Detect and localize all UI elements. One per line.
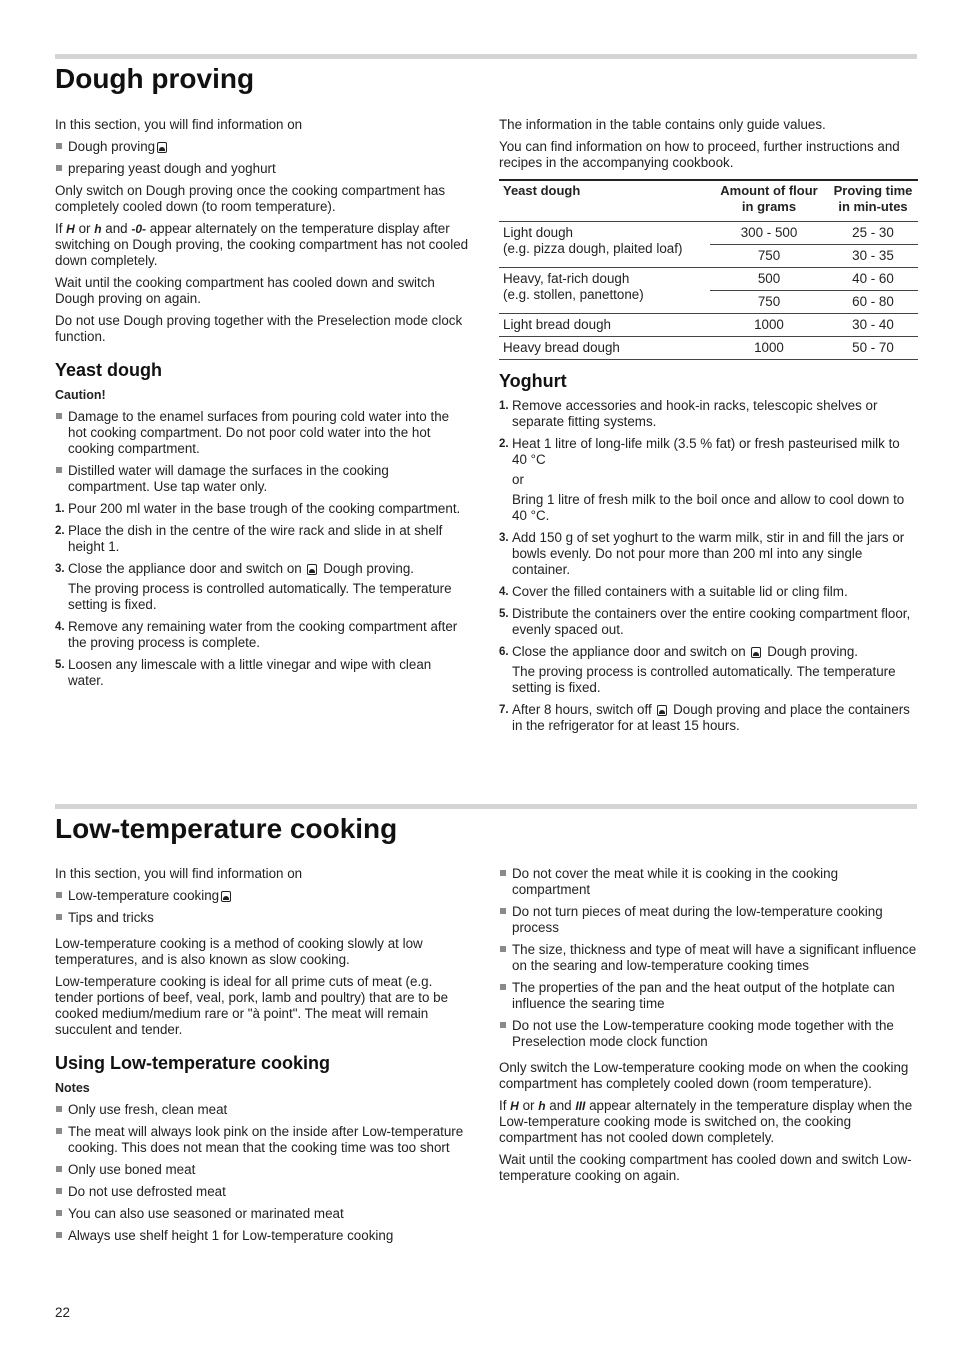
table-row: 750 60 - 80	[499, 291, 918, 314]
display-symbol: h	[538, 1099, 546, 1113]
bullet-icon	[56, 1188, 62, 1194]
bullet-icon	[500, 1022, 506, 1028]
yeast-steps	[55, 501, 469, 689]
subsection-heading: Yoghurt	[499, 371, 567, 391]
topic-list	[55, 888, 469, 926]
page-number: 22	[55, 1305, 70, 1320]
dough-proving-icon	[157, 142, 167, 153]
list-item: The properties of the pan and the heat output of the hotplate can influence the searing time	[499, 980, 918, 1012]
list-item: You can also use seasoned or marinated meat	[55, 1206, 469, 1222]
display-symbol: H	[510, 1099, 519, 1113]
list-item: The size, thickness and type of meat will have a significant influence on the searing and low-temperature cooking times	[499, 942, 918, 974]
yoghurt-steps	[499, 398, 918, 734]
step-item: 7. After 8 hours, switch off Dough proving and place the containers in the refrigerator for at least 15 hours.	[499, 702, 910, 733]
step-item: 4. Remove any remaining water from the cooking compartment after the proving process is complete.	[55, 619, 458, 650]
subsection-heading: Yeast dough	[55, 360, 163, 380]
paragraph: Do not use Dough proving together with the Preselection mode clock function.	[55, 313, 463, 344]
bullet-icon	[56, 892, 62, 898]
list-item: Tips and tricks	[55, 910, 469, 926]
left-column	[55, 866, 469, 1250]
section-title: Dough proving	[55, 63, 255, 94]
paragraph: Wait until the cooking compartment has cooled down and switch Dough proving on again.	[55, 275, 435, 306]
intro-text: In this section, you will find information on	[55, 866, 303, 881]
list-item: preparing yeast dough and yoghurt	[55, 161, 469, 177]
left-column	[55, 117, 469, 695]
bullet-icon	[56, 165, 62, 171]
section-divider	[55, 54, 917, 59]
display-symbol: h	[94, 222, 102, 236]
list-item: Distilled water will damage the surfaces in the cooking compartment. Use tap water only.	[55, 463, 469, 495]
list-item: Only use fresh, clean meat	[55, 1102, 469, 1118]
step-item: 1. Pour 200 ml water in the base trough of the cooking compartment.	[55, 501, 461, 516]
paragraph: You can find information on how to proceed, further instructions and recipes in the accompanying cookbook.	[499, 139, 900, 170]
bullet-icon	[500, 870, 506, 876]
display-symbol: III	[575, 1099, 586, 1113]
step-item: 3. Close the appliance door and switch on Dough proving. The proving process is controlled automatically. The temperature setting is fixed.	[55, 561, 452, 612]
paragraph: Low-temperature cooking is a method of cooking slowly at low temperatures, and is also known as slow cooking.	[55, 936, 423, 967]
display-symbol: -0-	[131, 222, 147, 236]
step-item: 2. Heat 1 litre of long-life milk (3.5 % fat) or fresh pasteurised milk to 40 °C or Bring 1 litre of fresh milk to the boil once and allow to cool down to 40 °C.	[499, 436, 905, 523]
paragraph: If H or h and III appear alternately in the temperature display when the Low-temperature cooking mode is switched on, the cooking compartment has not cooled down completely.	[499, 1098, 913, 1145]
table-header: Amount of flour in grams	[710, 180, 828, 222]
bullet-icon	[56, 467, 62, 473]
tips-list	[499, 866, 918, 1050]
low-temperature-icon	[221, 891, 231, 902]
intro-text: In this section, you will find information on	[55, 117, 303, 132]
bullet-icon	[56, 914, 62, 920]
caution-label: Caution!	[55, 388, 106, 402]
step-item: 5. Distribute the containers over the entire cooking compartment floor, evenly spaced out.	[499, 606, 911, 637]
list-item: The meat will always look pink on the inside after Low-temperature cooking. This does not mean that the cooking time was too short	[55, 1124, 469, 1156]
table-row: Heavy bread dough 1000 50 - 70	[499, 337, 918, 360]
proving-table	[499, 179, 918, 360]
list-item: Low-temperature cooking	[55, 888, 469, 904]
dough-proving-icon	[307, 564, 317, 575]
list-item: Only use boned meat	[55, 1162, 469, 1178]
bullet-icon	[56, 1128, 62, 1134]
step-item: 1. Remove accessories and hook-in racks, telescopic shelves or separate fitting systems.	[499, 398, 878, 429]
right-column	[499, 866, 918, 1190]
bullet-icon	[56, 1166, 62, 1172]
list-item: Do not use the Low-temperature cooking mode together with the Preselection mode clock function	[499, 1018, 918, 1050]
list-item: Do not cover the meat while it is cooking in the cooking compartment	[499, 866, 918, 898]
section-title: Low-temperature cooking	[55, 813, 398, 844]
paragraph: Low-temperature cooking is ideal for all prime cuts of meat (e.g. tender portions of beef, veal, pork, lamb and poultry) that are to be cooked medium/medium rare or "à point". The meat will remain succulent and tender.	[55, 974, 449, 1037]
step-item: 2. Place the dish in the centre of the wire rack and slide in at shelf height 1.	[55, 523, 443, 554]
table-row: Light dough (e.g. pizza dough, plaited loaf) 300 - 500 25 - 30	[499, 222, 918, 245]
table-row: 750 30 - 35	[499, 245, 918, 268]
paragraph: Only switch on Dough proving once the cooking compartment has completely cooled down (to room temperature).	[55, 183, 446, 214]
dough-proving-icon	[657, 705, 667, 716]
list-item: Do not turn pieces of meat during the low-temperature cooking process	[499, 904, 918, 936]
notes-list	[55, 1102, 469, 1244]
bullet-icon	[500, 908, 506, 914]
step-item: 6. Close the appliance door and switch on Dough proving. The proving process is controlled automatically. The temperature setting is fixed.	[499, 644, 896, 695]
section-divider	[55, 804, 917, 809]
bullet-icon	[56, 143, 62, 149]
paragraph: If H or h and -0- appear alternately on the temperature display after switching on Dough proving, the cooking compartment has not cooled down completely.	[55, 221, 469, 268]
notes-label: Notes	[55, 1081, 90, 1095]
table-header: Proving time in min-utes	[828, 180, 918, 222]
step-item: 5. Loosen any limescale with a little vinegar and wipe with clean water.	[55, 657, 432, 688]
bullet-icon	[500, 984, 506, 990]
list-item: Do not use defrosted meat	[55, 1184, 469, 1200]
subsection-heading: Using Low-temperature cooking	[55, 1053, 331, 1073]
bullet-icon	[56, 1232, 62, 1238]
list-item: Always use shelf height 1 for Low-temperature cooking	[55, 1228, 469, 1244]
topic-list	[55, 139, 469, 177]
paragraph: Only switch the Low-temperature cooking mode on when the cooking compartment has completely cooled down (room temperature).	[499, 1060, 909, 1091]
table-row: Light bread dough 1000 30 - 40	[499, 314, 918, 337]
bullet-icon	[56, 1210, 62, 1216]
paragraph: Wait until the cooking compartment has cooled down and switch Low-temperature cooking on again.	[499, 1152, 912, 1183]
table-row: Heavy, fat-rich dough (e.g. stollen, panettone) 500 40 - 60	[499, 268, 918, 291]
step-item: 4. Cover the filled containers with a suitable lid or cling film.	[499, 584, 848, 599]
dough-proving-icon	[751, 647, 761, 658]
list-item: Dough proving	[55, 139, 469, 155]
display-symbol: H	[66, 222, 75, 236]
caution-list	[55, 409, 469, 495]
table-header: Yeast dough	[499, 180, 710, 222]
paragraph: The information in the table contains only guide values.	[499, 117, 826, 132]
bullet-icon	[56, 1106, 62, 1112]
right-column	[499, 117, 918, 740]
list-item: Damage to the enamel surfaces from pouring cold water into the hot cooking compartment. Do not poor cold water into the hot cooking compartment.	[55, 409, 469, 457]
bullet-icon	[56, 413, 62, 419]
step-item: 3. Add 150 g of set yoghurt to the warm milk, stir in and fill the jars or bowls evenly. Do not pour more than 200 ml into any single container.	[499, 530, 905, 577]
bullet-icon	[500, 946, 506, 952]
